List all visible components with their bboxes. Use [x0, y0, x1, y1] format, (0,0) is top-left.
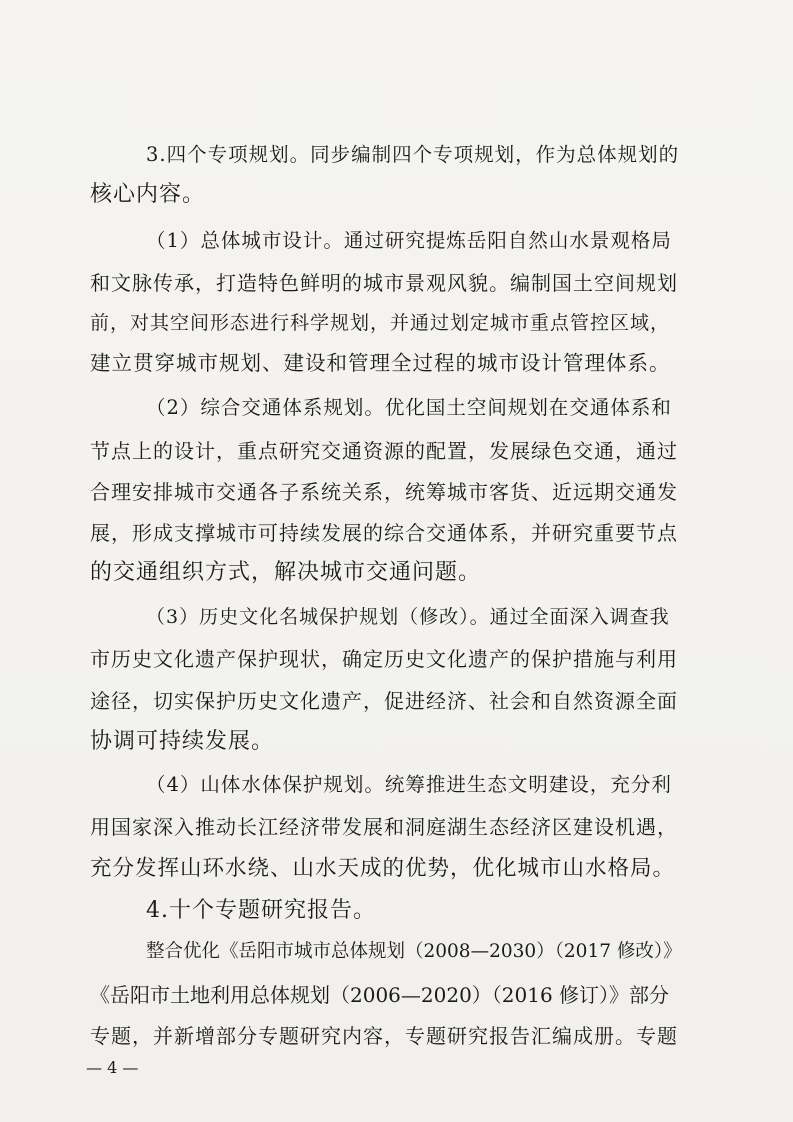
- text-line: 3.四个专项规划。同步编制四个专项规划，作为总体规划的: [146, 143, 680, 166]
- text-line: 前，对其空间形态进行科学规划，并通过划定城市重点管控区域，: [90, 312, 671, 334]
- text-line: 和文脉传承，打造特色鲜明的城市景观风貌。编制国土空间规划: [90, 271, 678, 295]
- text-line: 4.十个专题研究报告。: [146, 898, 376, 923]
- text-line: （1）总体城市设计。通过研究提炼岳阳自然山水景观格局: [146, 229, 672, 252]
- text-line: 展，形成支撑城市可持续发展的综合交通体系，并研究重要节点: [90, 521, 678, 545]
- text-line: 合理安排城市交通各子系统关系，统筹城市客货、近远期交通发: [90, 480, 678, 504]
- text-line: 市历史文化遗产保护现状，确定历史文化遗产的保护措施与利用: [90, 647, 678, 671]
- text-line: 核心内容。: [90, 182, 206, 207]
- text-line: 建立贯穿城市规划、建设和管理全过程的城市设计管理体系。: [90, 351, 671, 375]
- text-line: （4）山体水体保护规划。统筹推进生态文明建设，充分利: [146, 773, 672, 796]
- text-line: （2）综合交通体系规划。优化国土空间规划在交通体系和: [146, 396, 672, 419]
- text-line: 充分发挥山环水绕、山水天成的优势，优化城市山水格局。: [90, 856, 676, 881]
- text-line: 用国家深入推动长江经济带发展和洞庭湖生态经济区建设机遇，: [90, 815, 678, 839]
- text-line: 《岳阳市土地利用总体规划（2006—2020）（2016 修订）》部分: [90, 983, 670, 1007]
- text-line: 的交通组织方式，解决城市交通问题。: [90, 560, 482, 585]
- text-line: （3）历史文化名城保护规划（修改）。通过全面深入调查我: [146, 606, 670, 628]
- text-line: 节点上的设计，重点研究交通资源的配置，发展绿色交通，通过: [90, 439, 678, 463]
- text-line: 途径，切实保护历史文化遗产，促进经济、社会和自然资源全面: [90, 689, 678, 713]
- text-line: 整合优化《岳阳市城市总体规划（2008—2030）（2017 修改）》: [146, 941, 682, 962]
- text-line: 专题，并新增部分专题研究内容，专题研究报告汇编成册。专题: [90, 1024, 678, 1048]
- text-line: 协调可持续发展。: [90, 729, 275, 754]
- page-number: — 4 —: [86, 1058, 139, 1077]
